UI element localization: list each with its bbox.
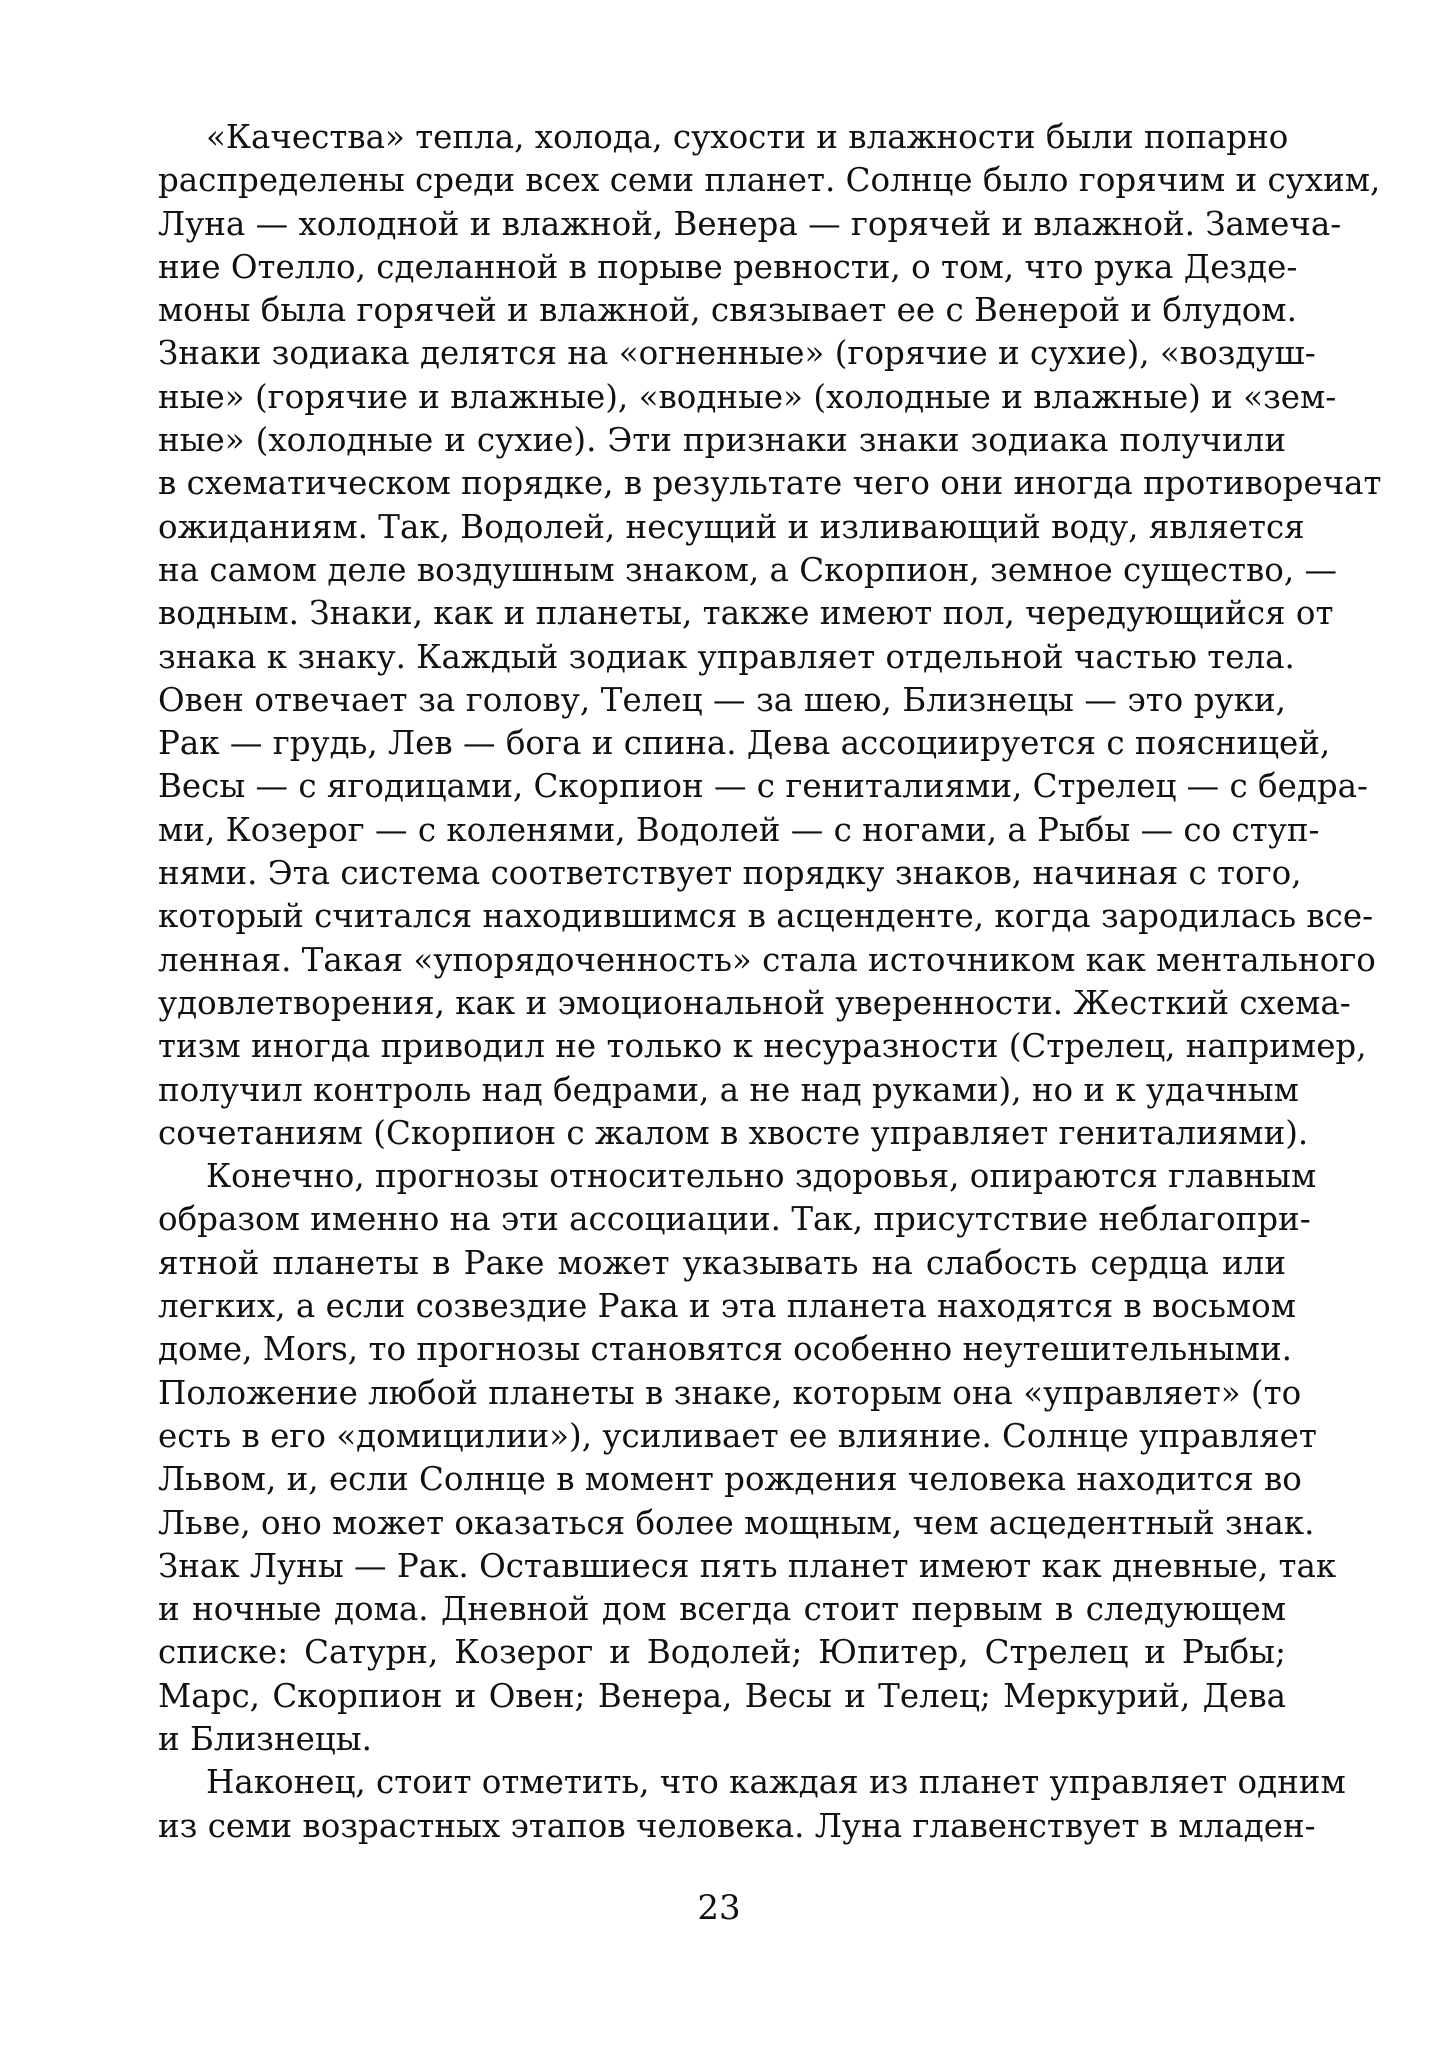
text-line: Луна — холодной и влажной, Венера — горячей и влажной. Замеча- [158, 204, 1342, 243]
text-line: ми, Козерог — с коленями, Водолей — с ногами, а Рыбы — со ступ- [158, 810, 1320, 849]
text-line: Марс, Скорпион и Овен; Венера, Весы и Телец; Меркурий, Дева [158, 1676, 1286, 1715]
text-line: Знаки зодиака делятся на «огненные» (горячие и сухие), «воздуш- [158, 334, 1316, 373]
paragraph [158, 1761, 1346, 1848]
text-line: и Близнецы. [158, 1719, 372, 1758]
text-line: Конечно, прогнозы относительно здоровья, опираются главным [206, 1157, 1317, 1196]
text-line: распределены среди всех семи планет. Солнце было горячим и сухим, [158, 161, 1381, 200]
text-line: получил контроль над бедрами, а не над руками), но и к удачным [158, 1070, 1299, 1109]
text-line: моны была горячей и влажной, связывает ее с Венерой и блудом. [158, 291, 1297, 330]
text-line: «Качества» тепла, холода, сухости и влажности были попарно [206, 118, 1289, 156]
text-line: Положение любой планеты в знаке, которым она «управляет» (то [158, 1373, 1302, 1412]
text-line: образом именно на эти ассоциации. Так, присутствие неблагопри- [158, 1200, 1311, 1239]
text-line: водным. Знаки, как и планеты, также имеют пол, чередующийся от [158, 594, 1334, 633]
text-line: ожиданиям. Так, Водолей, несущий и изливающий воду, является [158, 507, 1305, 546]
paragraph [158, 1155, 1337, 1761]
text-line: ятной планеты в Раке может указывать на слабость сердца или [158, 1243, 1286, 1282]
text-line: ные» (горячие и влажные), «водные» (холодные и влажные) и «зем- [158, 377, 1337, 416]
text-line: Знак Луны — Рак. Оставшиеся пять планет имеют как дневные, так [158, 1546, 1337, 1585]
text-line: Овен отвечает за голову, Телец — за шею, Близнецы — это руки, [158, 680, 1286, 719]
text-line: доме, Mors, то прогнозы становятся особенно неутешительными. [158, 1330, 1292, 1369]
text-line: Рак — грудь, Лев — бога и спина. Дева ассоциируется с поясницей, [158, 724, 1331, 763]
text-line: легких, а если созвездие Рака и эта планета находятся в восьмом [158, 1287, 1297, 1326]
paragraph [158, 116, 1382, 1155]
body-text [158, 116, 1382, 1848]
text-line: удовлетворения, как и эмоциональной уверенности. Жесткий схема- [158, 983, 1351, 1022]
text-line: Весы — с ягодицами, Скорпион — с гениталиями, Стрелец — с бедра- [158, 767, 1369, 806]
text-line: Львом, и, если Солнце в момент рождения человека находится во [158, 1460, 1302, 1499]
text-line: нями. Эта система соответствует порядку знаков, начиная с того, [158, 854, 1302, 893]
text-line: Льве, оно может оказаться более мощным, чем асцедентный знак. [158, 1503, 1315, 1542]
text-line: ленная. Такая «упорядоченность» стала источником как ментального [158, 940, 1376, 979]
text-line: Наконец, стоит отметить, что каждая из планет управляет одним [206, 1763, 1346, 1802]
page-number: 23 [697, 1888, 741, 1928]
text-line: из семи возрастных этапов человека. Луна главенствует в младен- [158, 1806, 1316, 1845]
text-line: ние Отелло, сделанной в порыве ревности, о том, что рука Дезде- [158, 247, 1298, 286]
text-line: и ночные дома. Дневной дом всегда стоит первым в следующем [158, 1590, 1286, 1629]
text-line: есть в его «домицилии»), усиливает ее влияние. Солнце управляет [158, 1416, 1317, 1455]
text-line: сочетаниям (Скорпион с жалом в хвосте управляет гениталиями). [158, 1113, 1309, 1152]
text-line: знака к знаку. Каждый зодиак управляет отдельной частью тела. [158, 637, 1295, 676]
text-line: в схематическом порядке, в результате чего они иногда противоречат [158, 464, 1382, 503]
text-line: который считался находившимся в асценденте, когда зародилась все- [158, 897, 1374, 936]
text-line: ные» (холодные и сухие). Эти признаки знаки зодиака получили [158, 421, 1286, 460]
text-line: на самом деле воздушным знаком, а Скорпион, земное существо, — [158, 550, 1337, 589]
text-line: тизм иногда приводил не только к несуразности (Стрелец, например, [158, 1027, 1367, 1066]
text-line: списке: Сатурн, Козерог и Водолей; Юпитер, Стрелец и Рыбы; [158, 1633, 1286, 1672]
